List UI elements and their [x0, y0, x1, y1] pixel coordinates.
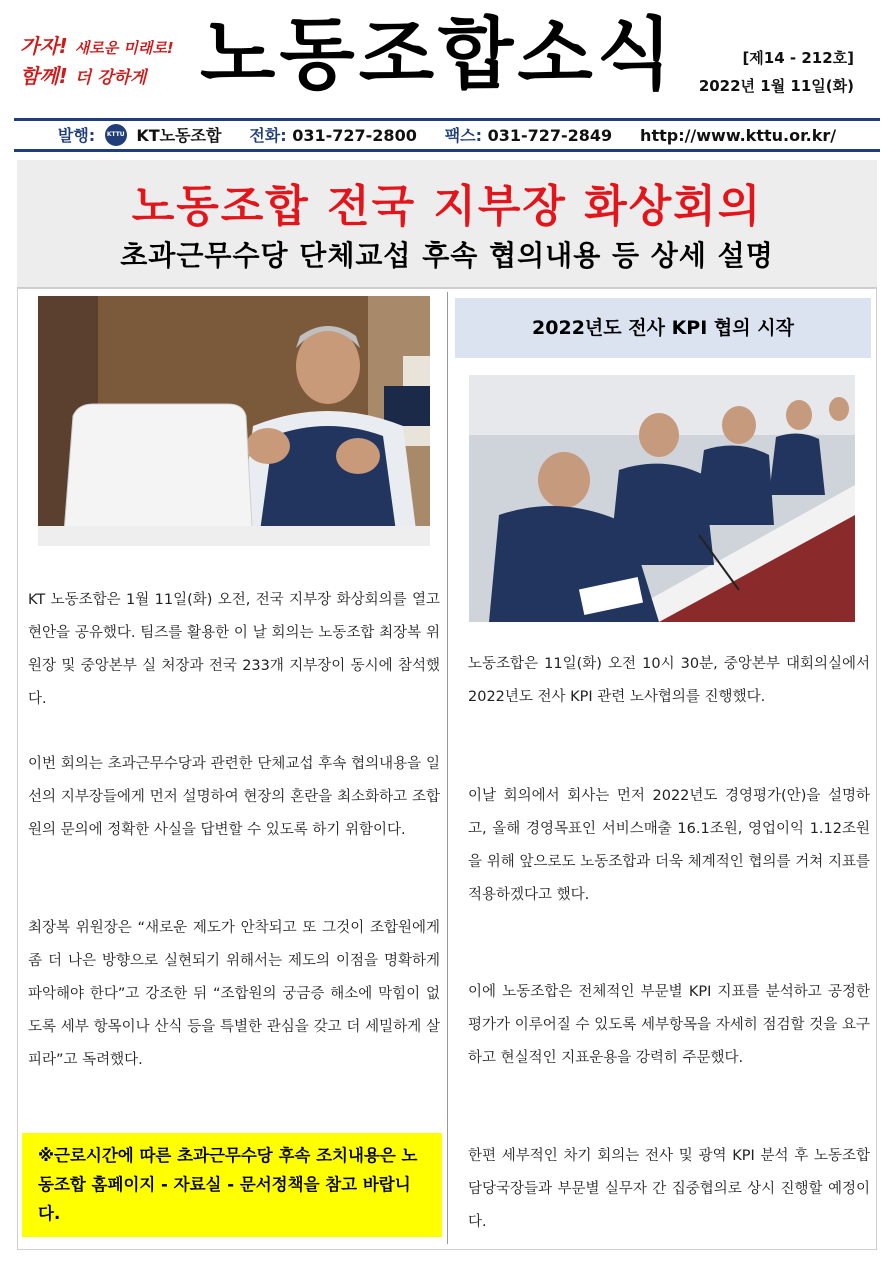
publisher-bar [14, 118, 880, 152]
kttu-logo-icon: KTTU [105, 124, 127, 146]
slogan-line2-small: 더 강하게 [74, 68, 147, 88]
phone-number: 031-727-2800 [292, 126, 417, 145]
notice-box: ※근로시간에 따른 초과근무수당 후속 조치내용은 노동조합 홈페이지 - 자료실 - 문서정책을 참고 바랍니다. [22, 1133, 442, 1237]
issue-number: [제14 - 212호] [742, 49, 854, 67]
fax-label: 팩스: [444, 126, 482, 145]
issue-date: 2022년 1월 11일(화) [698, 77, 854, 95]
kpi-meeting-photo-drawing [469, 375, 855, 622]
newsletter-title: 노동조합소식 [200, 10, 677, 100]
right-paragraph-1: 노동조합은 11일(화) 오전 10시 30분, 중앙본부 대회의실에서 2022년도 전사 KPI 관련 노사협의를 진행했다. [468, 656, 870, 705]
slogan-line2-big: 함께! [20, 64, 68, 88]
publisher-label: 발행: [57, 126, 96, 145]
right-paragraph-2: 이날 회의에서 회사는 먼저 2022년도 경영평가(안)을 설명하고, 올해 경영목표인 서비스매출 16.1조원, 영업이익 1.12조원을 위해 앞으로도 노동조합과 더욱 체계적인 협의를 거쳐 지표를 적용하겠다고 했다. [468, 788, 870, 903]
issue-info [674, 44, 854, 100]
headline-box [17, 160, 877, 288]
subheadline: 초과근무수당 단체교섭 후속 협의내용 등 상세 설명 [120, 239, 774, 272]
fax-number: 031-727-2849 [487, 126, 613, 145]
slogan [20, 32, 195, 92]
left-paragraph-3: 최장복 위원장은 “새로운 제도가 안착되고 또 그것이 조합원에게 좀 더 나은 방향으로 실현되기 위해서는 제도의 이점을 명확하게 파악해야 한다”고 강조한 뒤 “조합원의 궁금증 해소에 막힘이 없도록 세부 항목이나 산식 등을 특별한 관심을 갖고 더 세밀하게 살피라”고 독려했다. [28, 920, 440, 1068]
right-paragraph-3: 이에 노동조합은 전체적인 부문별 KPI 지표를 분석하고 공정한 평가가 이루어질 수 있도록 세부항목을 자세히 점검할 것을 요구하고 현실적인 지표운용을 강력히 주문했다. [468, 984, 870, 1066]
left-paragraph-1: KT 노동조합은 1월 11일(화) 오전, 전국 지부장 화상회의를 열고 현안을 공유했다. 팀즈를 활용한 이 날 회의는 노동조합 최장복 위원장 및 중앙본부 실 처장과 전국 233개 지부장이 동시에 참석했다. [28, 592, 440, 707]
kpi-meeting-photo [469, 375, 855, 622]
slogan-line1-big: 가자! [20, 34, 68, 58]
slogan-line1-small: 새로운 미래로! [74, 39, 174, 57]
left-paragraph-2: 이번 회의는 초과근무수당과 관련한 단체교섭 후속 협의내용을 일선의 지부장들에게 먼저 설명하여 현장의 혼란을 최소화하고 조합원의 문의에 정확한 사실을 답변할 수 있도록 하기 위함이다. [28, 756, 440, 838]
section-title: 2022년도 전사 KPI 협의 시작 [455, 298, 871, 358]
right-paragraph-4: 한편 세부적인 차기 회의는 전사 및 광역 KPI 분석 후 노동조합 담당국장들과 부문별 실무자 간 집중협의로 상시 진행할 예정이다. [468, 1148, 870, 1230]
video-conference-photo-drawing [38, 296, 430, 546]
publisher-name: KT노동조합 [136, 126, 222, 145]
masthead [0, 0, 894, 120]
headline: 노동조합 전국 지부장 화상회의 [131, 181, 763, 232]
column-divider [447, 292, 448, 1244]
phone-label: 전화: [249, 126, 287, 145]
video-conference-photo [38, 296, 430, 546]
website-link[interactable]: http://www.kttu.or.kr/ [640, 126, 837, 145]
